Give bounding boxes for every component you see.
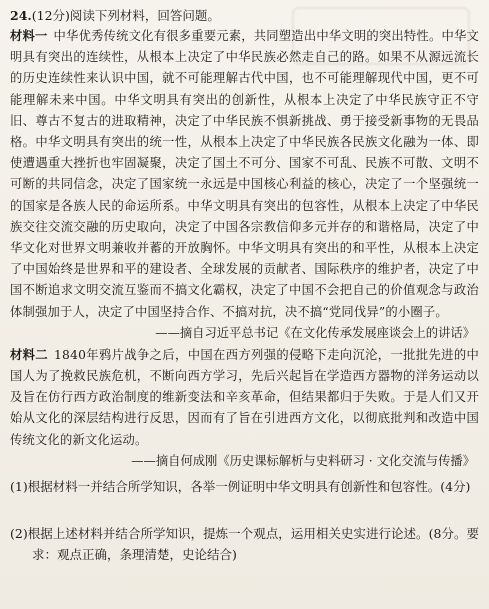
- material-two: [10, 344, 479, 451]
- material-two-text: 1840年鸦片战争之后，中国在西方列强的侵略下走向沉沦，一批批先进的中国人为了挽救民族危机，不断向西方学习，先后兴起旨在学造西方器物的洋务运动以及旨在仿行西方政治制度的维新变法和辛亥革命，但结果都归于失败。于是人们又开始从文化的深层结构进行反思，因而有了旨在引进西方文化，以彻底批判和改造中国传统文化的新文化运动。: [10, 347, 480, 447]
- task-one: (1)根据材料一并结合所学知识，各举一例证明中华文明具有创新性和包容性。(4分): [10, 478, 471, 494]
- question-points: (12分): [31, 8, 70, 23]
- question-header: [10, 6, 479, 25]
- material-one-source: ——摘自习近平总书记《在文化传承发展座谈会上的讲话》: [155, 325, 475, 340]
- material-one: [10, 25, 479, 323]
- material-two-source: ——摘自何成刚《历史课标解析与史料研习 · 文化交流与传播》: [131, 453, 475, 468]
- task-two: (2)根据上述材料并结合所学知识，提炼一个观点，运用相关史实进行论述。(8分。要求：观点正确，条理清楚，史论结合): [10, 525, 479, 562]
- question-instruction: 阅读下列材料，回答问题。: [69, 8, 220, 23]
- material-two-label: 材料二: [10, 346, 49, 362]
- material-one-label: 材料一: [10, 28, 48, 43]
- question-number: 24.: [10, 8, 32, 23]
- material-one-text: 中华优秀传统文化有很多重要元素，共同塑造出中华文明的突出特性。中华文明具有突出的连续性，从根本上决定了中华民族必然走自己的路。如果不从源远流长的历史连续性来认识中国，就不可能理解古代中国，也不可能理解现代中国，更不可能理解未来中国。中华文明具有突出的创新性，从根本上决定了中华民族守正不守旧、尊古不复古的进取精神，决定了中华民族不惧新挑战、勇于接受新事物的无畏品格。中华文明具有突出的统一性，从根本上决定了中华民族各民族文化融为一体、即使遭遇重大挫折也牢固凝聚，决定了国土不可分、国家不可乱、民族不可散、文明不可断的共同信念，决定了国家统一永远是中国核心利益的核心，决定了一个坚强统一的国家是各族人民的命运所系。中华文明具有突出的包容性，从根本上决定了中华民族交往交流交融的历史取向，决定了中国各宗教信仰多元并存的和谐格局，决定了中华文化对世界文明兼收并蓄的开放胸怀。中华文明具有突出的和平性，从根本上决定了中国始终是世界和平的建设者、全球发展的贡献者、国际秩序的维护者，决定了中国不断追求文明交流互鉴而不搞文化霸权，决定了中国不会把自己的价值观念与政治体制强加于人，决定了中国坚持合作、不搞对抗，决不搞“党同伐异”的小圈子。: [10, 29, 479, 319]
